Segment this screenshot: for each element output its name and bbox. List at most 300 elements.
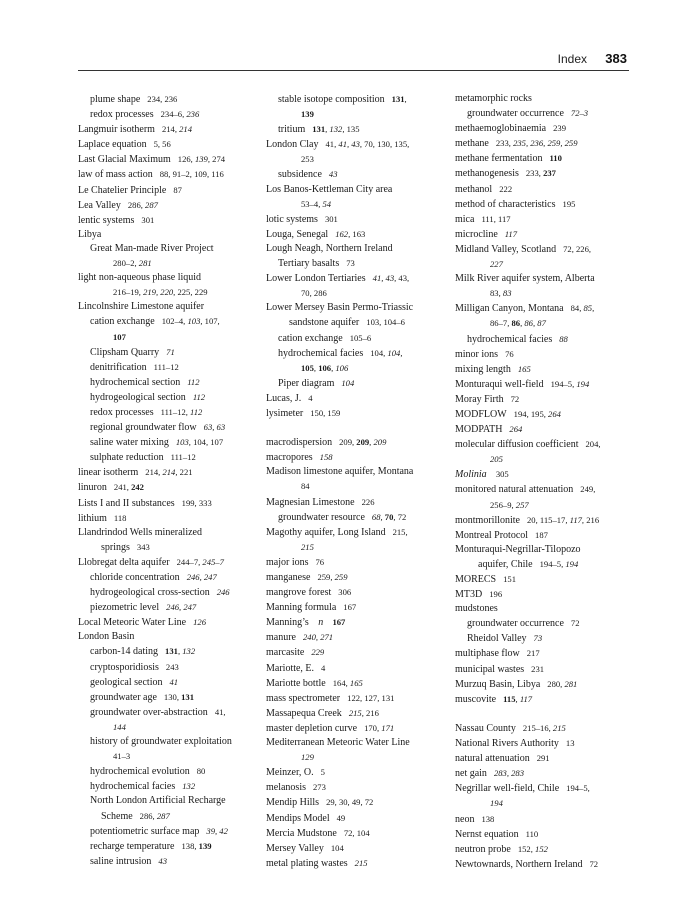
index-column-1 (78, 92, 250, 869)
page-reference: 117 (504, 228, 518, 239)
page-reference: 105–6 (349, 332, 372, 343)
index-subentry (78, 390, 250, 405)
index-entry (455, 151, 633, 166)
page-reference: , (380, 511, 385, 522)
page-reference: 105 (301, 362, 314, 373)
entry-term: Lough Neagh, Northern Ireland (266, 242, 393, 254)
entry-term: Libya (78, 228, 102, 240)
page-reference: 246, 247 (166, 602, 197, 613)
entry-term: hydrochemical facies (90, 781, 176, 793)
index-subentry (455, 616, 633, 631)
page-reference: 236 (186, 109, 200, 120)
index-entry (266, 736, 441, 750)
index-entry (455, 121, 633, 136)
index-entry (78, 271, 250, 285)
index-entry (266, 465, 441, 479)
entry-term: multiphase flow (455, 648, 520, 660)
page-reference: 112 (192, 391, 206, 402)
page-reference: 215–16, (522, 722, 553, 733)
page-reference: 71 (166, 346, 175, 357)
index-entry (78, 496, 250, 511)
index-continuation (455, 257, 633, 272)
page-reference: 306 (338, 587, 352, 598)
index-entry (455, 136, 633, 151)
entry-term: North London Artificial Recharge (90, 795, 226, 807)
index-continuation (455, 286, 633, 301)
index-subentry (78, 690, 250, 705)
index-entry (455, 587, 633, 602)
index-entry (266, 271, 441, 286)
index-entry (266, 495, 441, 510)
index-continuation (266, 750, 441, 765)
page-reference: , 216 (581, 514, 600, 525)
page-reference: 214, (145, 467, 163, 478)
index-subentry (266, 510, 441, 525)
page-reference: 195 (562, 198, 576, 209)
entry-term: Mediterranean Meteoric Water Line (266, 737, 410, 749)
index-entry (266, 212, 441, 227)
page-reference: , 43, (394, 273, 410, 284)
page-reference: 107 (113, 331, 126, 342)
page-reference: , 70, 130, 135, (359, 139, 410, 150)
page-reference: 111, 117 (481, 213, 511, 224)
page-reference: 43 (328, 169, 338, 180)
entry-term: methane fermentation (455, 153, 543, 165)
entry-term: linear isotherm (78, 467, 139, 479)
page-reference: 117 (519, 693, 533, 704)
index-subentry (266, 92, 441, 107)
entry-term: Laplace equation (78, 139, 147, 151)
entry-term: Moray Firth (455, 393, 504, 405)
entry-term: Massapequa Creek (266, 707, 342, 719)
entry-term: hydrochemical facies (467, 333, 553, 345)
page-reference: 151 (503, 574, 517, 584)
page-reference: 4 (321, 662, 326, 673)
entry-term: Piper diagram (278, 377, 335, 389)
page-reference: , (331, 362, 336, 373)
index-entry (455, 528, 633, 543)
page-reference: 243 (165, 661, 179, 672)
index-subentry (78, 839, 250, 854)
page-reference: 281 (138, 258, 152, 269)
entry-term: saline intrusion (90, 855, 152, 867)
index-entry (266, 435, 441, 450)
page-reference: 131 (391, 94, 405, 104)
index-entry (78, 228, 250, 242)
entry-term: redox processes (90, 109, 154, 121)
index-entry (455, 602, 633, 616)
index-continuation (78, 720, 250, 735)
page-reference: 167 (332, 617, 346, 628)
index-subentry (78, 824, 250, 839)
page-reference: 215 (354, 857, 368, 868)
entry-term: Murzuq Basin, Libya (455, 678, 541, 690)
entry-term: Nassau County (455, 722, 516, 734)
page-reference: 70, 286 (301, 288, 327, 299)
page-reference: 301 (324, 213, 338, 224)
index-entry (78, 152, 250, 167)
entry-term: metal plating wastes (266, 857, 348, 869)
page-reference: 194, 195, (513, 408, 549, 419)
index-subentry (266, 167, 441, 182)
page-reference: 86 (511, 318, 521, 329)
index-continuation (78, 809, 250, 824)
entry-term: groundwater age (90, 691, 157, 703)
entry-term: Mercia Mudstone (266, 827, 337, 839)
index-entry (455, 272, 633, 286)
page-reference: 215, (392, 526, 408, 537)
index-continuation (266, 152, 441, 167)
page-reference: 112 (187, 376, 200, 387)
page-reference: 244–7, (176, 556, 203, 567)
entry-term: recharge temperature (90, 840, 175, 852)
page-reference: 196 (489, 589, 503, 600)
page-reference: 111–12, (160, 406, 191, 417)
entry-term: chloride concentration (90, 572, 180, 583)
index-entry (266, 645, 441, 660)
page-reference: , 221 (175, 467, 193, 478)
entry-term: Llobregat delta aquifer (78, 556, 170, 568)
entry-term: Midland Valley, Scotland (455, 243, 557, 255)
page-reference: 111–12 (170, 452, 196, 463)
entry-term: Nernst equation (455, 828, 519, 840)
index-entry (455, 827, 633, 842)
index-entry (78, 555, 250, 570)
index-subentry (78, 644, 250, 659)
entry-term: macrodispersion (266, 437, 333, 449)
page-reference: 152, (517, 843, 536, 854)
entry-term: London Basin (78, 631, 135, 643)
entry-term: cryptosporidiosis (90, 661, 159, 673)
entry-term: hydrochemical evolution (90, 766, 190, 778)
index-entry (455, 182, 633, 197)
entry-term: minor ions (455, 348, 499, 360)
page-reference: 229 (311, 647, 325, 658)
index-entry (266, 555, 441, 570)
index-continuation (78, 540, 250, 555)
entry-term: Mersey Valley (266, 842, 324, 854)
entry-term: sulphate reduction (90, 452, 164, 464)
index-entry (266, 841, 441, 856)
page-reference: 5, 56 (153, 139, 171, 150)
page-reference: 72, 226, (563, 243, 592, 254)
page-reference: 216–19, (113, 287, 144, 298)
index-subentry (78, 420, 250, 435)
entry-term: piezometric level (90, 602, 160, 614)
entry-term: Milk River aquifer system, Alberta (455, 273, 595, 285)
index-entry (78, 167, 250, 182)
page-reference: 204, (585, 439, 601, 450)
index-entry (266, 856, 441, 871)
entry-term: municipal wastes (455, 663, 525, 675)
page-reference: 83 (502, 288, 512, 299)
page-reference: 280–2, (113, 258, 139, 269)
page-reference: 171 (381, 722, 395, 733)
page-reference: 194 (490, 798, 503, 809)
page-reference: 72 (589, 858, 599, 869)
page-reference: 167 (343, 602, 357, 613)
entry-term: Langmuir isotherm (78, 124, 155, 136)
entry-term: metamorphic rocks (455, 93, 532, 104)
page-reference: 214, (161, 124, 180, 135)
index-entry (455, 482, 633, 497)
entry-term: manure (266, 632, 296, 644)
index-entry (266, 183, 441, 197)
index-entry (455, 301, 633, 316)
index-subentry (78, 854, 250, 869)
entry-term: manganese (266, 572, 311, 583)
page-reference: 129 (301, 752, 314, 763)
index-subentry (78, 660, 250, 675)
index-entry (78, 526, 250, 540)
index-gap (455, 707, 633, 721)
page-reference: 281 (564, 678, 578, 689)
page-reference: 103, 104–6 (366, 317, 405, 328)
page-reference: 68 (371, 511, 381, 522)
entry-term: macropores (266, 452, 313, 464)
page-reference: 104 (341, 377, 355, 388)
entry-term: hydrogeological cross-section (90, 587, 210, 599)
entry-term: potentiometric surface map (90, 825, 200, 837)
index-entry (78, 213, 250, 228)
page-reference: 76 (505, 348, 514, 359)
index-entry (455, 212, 633, 227)
index-subentry (266, 256, 441, 271)
entry-term: Le Chatelier Principle (78, 184, 167, 196)
page-reference: 249, (580, 484, 596, 495)
index-entry (455, 467, 633, 482)
index-entry (455, 721, 633, 736)
entry-term: Llandrindod Wells mineralized (78, 526, 202, 538)
entry-term: groundwater resource (278, 511, 365, 523)
index-continuation (455, 557, 633, 572)
index-entry (266, 795, 441, 810)
entry-term: methane (455, 138, 489, 150)
index-continuation (266, 361, 441, 376)
page-reference: 158 (319, 452, 333, 463)
page-reference: 217 (526, 648, 540, 659)
index-entry (266, 525, 441, 540)
entry-term: Last Glacial Maximum (78, 154, 171, 166)
index-entry (78, 511, 250, 526)
page-reference: 20, 115–17, (527, 514, 570, 525)
index-entry (78, 630, 250, 644)
index-entry (266, 391, 441, 406)
entry-term: MORECS (455, 574, 497, 585)
entry-term: Great Man-made River Project (90, 242, 214, 254)
page-reference: 139 (198, 840, 212, 851)
index-subentry (78, 764, 250, 779)
page-reference: , 135 (342, 124, 360, 135)
index-continuation (266, 286, 441, 301)
page-reference: 187 (535, 529, 548, 540)
page-reference: 256–9, (490, 499, 516, 510)
page-reference: 4 (308, 392, 313, 403)
entry-term: marcasite (266, 647, 305, 659)
index-entry (455, 751, 633, 766)
index-entry (455, 857, 633, 872)
page-reference: 233, (525, 168, 544, 179)
page-reference: , (520, 318, 525, 329)
page-reference: 41, 43 (372, 273, 395, 284)
entry-term: Molinia (455, 469, 487, 481)
page-reference: , 274 (207, 154, 226, 165)
entry-term: Negrillar well-field, Chile (455, 783, 560, 795)
page-reference: 111–12 (153, 361, 179, 372)
page-reference: 49 (336, 812, 346, 823)
index-subentry (78, 107, 250, 122)
page-reference: 132 (329, 124, 343, 135)
entry-term: MODPATH (455, 424, 503, 436)
page-reference: , (404, 94, 407, 104)
page-reference: 227 (490, 259, 503, 270)
entry-term: law of mass action (78, 169, 153, 181)
page-reference: 194–5, (566, 783, 590, 794)
entry-term: Mendips Model (266, 812, 330, 824)
entry-term: Lower Mersey Basin Permo-Triassic (266, 302, 414, 314)
entry-term: groundwater occurrence (467, 618, 564, 630)
index-entry (266, 406, 441, 421)
entry-term: Manning formula (266, 602, 337, 614)
page-reference: 194–5, (550, 378, 577, 389)
index-entry (78, 465, 250, 480)
entry-term: Monturaqui well-field (455, 378, 544, 390)
index-subentry (266, 376, 441, 391)
entry-term: Clipsham Quarry (90, 346, 160, 358)
entry-term: mangrove forest (266, 587, 332, 599)
page-reference: 130, (163, 691, 182, 702)
page-reference: , 163 (348, 228, 366, 239)
entry-term: Scheme (101, 810, 133, 822)
entry-term: history of groundwater exploitation (90, 736, 232, 748)
index-entry (455, 242, 633, 257)
entry-term: springs (101, 541, 130, 553)
entry-term: carbon-14 dating (90, 646, 159, 658)
index-continuation (455, 498, 633, 513)
entry-term: hydrochemical section (90, 376, 181, 388)
page-reference: 5 (320, 767, 325, 778)
index-entry (455, 92, 633, 106)
page-reference: 41–3 (113, 751, 131, 762)
page-reference: 39, 42 (206, 825, 228, 836)
page-reference: 287 (156, 810, 170, 821)
page-reference: 164, (332, 677, 350, 688)
entry-term: method of characteristics (455, 198, 556, 210)
entry-term: tritium (278, 124, 306, 136)
entry-term: Rheidol Valley (467, 633, 527, 645)
page-reference: , (313, 362, 319, 373)
page-reference: 73 (346, 258, 355, 269)
page-reference: 122, 127, 131 (347, 692, 395, 703)
entry-term: methanogenesis (455, 168, 519, 180)
index-entry (266, 691, 441, 706)
page-reference: 259 (334, 572, 348, 582)
entry-term: methaemoglobinaemia (455, 123, 547, 135)
page-reference: , 104, 107 (188, 437, 224, 448)
page-reference: , (400, 347, 403, 358)
page-reference: 291 (536, 753, 550, 764)
entry-term: Madison limestone aquifer, Montana (266, 466, 414, 478)
entry-term: Lea Valley (78, 199, 121, 211)
page-reference: 139 (194, 154, 208, 165)
entry-term: sandstone aquifer (289, 317, 360, 329)
page-reference: 126, (177, 154, 195, 165)
page-reference: 239 (553, 123, 566, 134)
page-reference: 150, 159 (310, 407, 341, 418)
page-reference: , (369, 437, 374, 448)
index-subentry (78, 735, 250, 749)
index-entry (78, 122, 250, 137)
index-entry (266, 811, 441, 826)
page-reference: 43 (158, 855, 167, 866)
index-subentry (78, 779, 250, 794)
index-subentry (78, 570, 250, 585)
entry-term: London Clay (266, 139, 319, 151)
page-reference: 115 (503, 693, 516, 704)
page-reference: 226 (361, 496, 375, 507)
index-subentry (455, 106, 633, 121)
page-reference: 209 (356, 437, 370, 448)
entry-term: mudstones (455, 603, 498, 615)
entry-term: neon (455, 813, 475, 825)
entry-term: groundwater occurrence (467, 108, 564, 120)
page-reference: 194–5, (539, 558, 566, 569)
page-reference: 139 (301, 109, 314, 120)
page-reference: 103 (187, 316, 201, 327)
entry-term: Newtownards, Northern Ireland (455, 858, 583, 870)
page-reference: 240, 271 (303, 632, 334, 643)
index-subentry (78, 675, 250, 690)
index-column-2 (266, 92, 441, 871)
index-entry (266, 826, 441, 841)
page-reference: 103 (175, 437, 189, 448)
page-reference: 86–7, (490, 318, 512, 329)
entry-term: mass spectrometer (266, 692, 341, 704)
entry-term: linuron (78, 482, 107, 494)
entry-term: n (318, 617, 324, 629)
page-reference: 259, (317, 572, 335, 582)
page-reference: 257 (515, 499, 529, 510)
page-reference: 209 (373, 437, 387, 448)
index-subentry (78, 405, 250, 420)
page-reference: 162 (335, 228, 349, 239)
index-subentry (78, 435, 250, 450)
page-reference: 41, (325, 139, 339, 150)
index-subentry (78, 705, 250, 720)
page-reference: 273 (313, 782, 326, 793)
page-reference: 234–6, (160, 109, 187, 120)
index-entry (266, 706, 441, 721)
index-entry (455, 422, 633, 437)
index-continuation (266, 479, 441, 494)
page-reference: 286, (127, 199, 146, 210)
index-entry (266, 615, 441, 630)
index-continuation (455, 452, 633, 467)
entry-term: Lucas, J. (266, 392, 302, 404)
page-reference: 102–4, (161, 316, 188, 327)
page-reference: 88 (559, 333, 568, 344)
page-reference: 259, 259 (547, 138, 578, 149)
index-entry (455, 166, 633, 181)
entry-term: regional groundwater flow (90, 422, 197, 434)
page-reference: 219, 220 (143, 287, 174, 298)
index-entry (78, 480, 250, 495)
page-reference: 215 (348, 707, 362, 718)
index-subentry (78, 375, 250, 390)
page-reference: 54 (322, 198, 332, 209)
page-reference: 73 (533, 633, 543, 644)
page-number: 383 (605, 51, 627, 66)
